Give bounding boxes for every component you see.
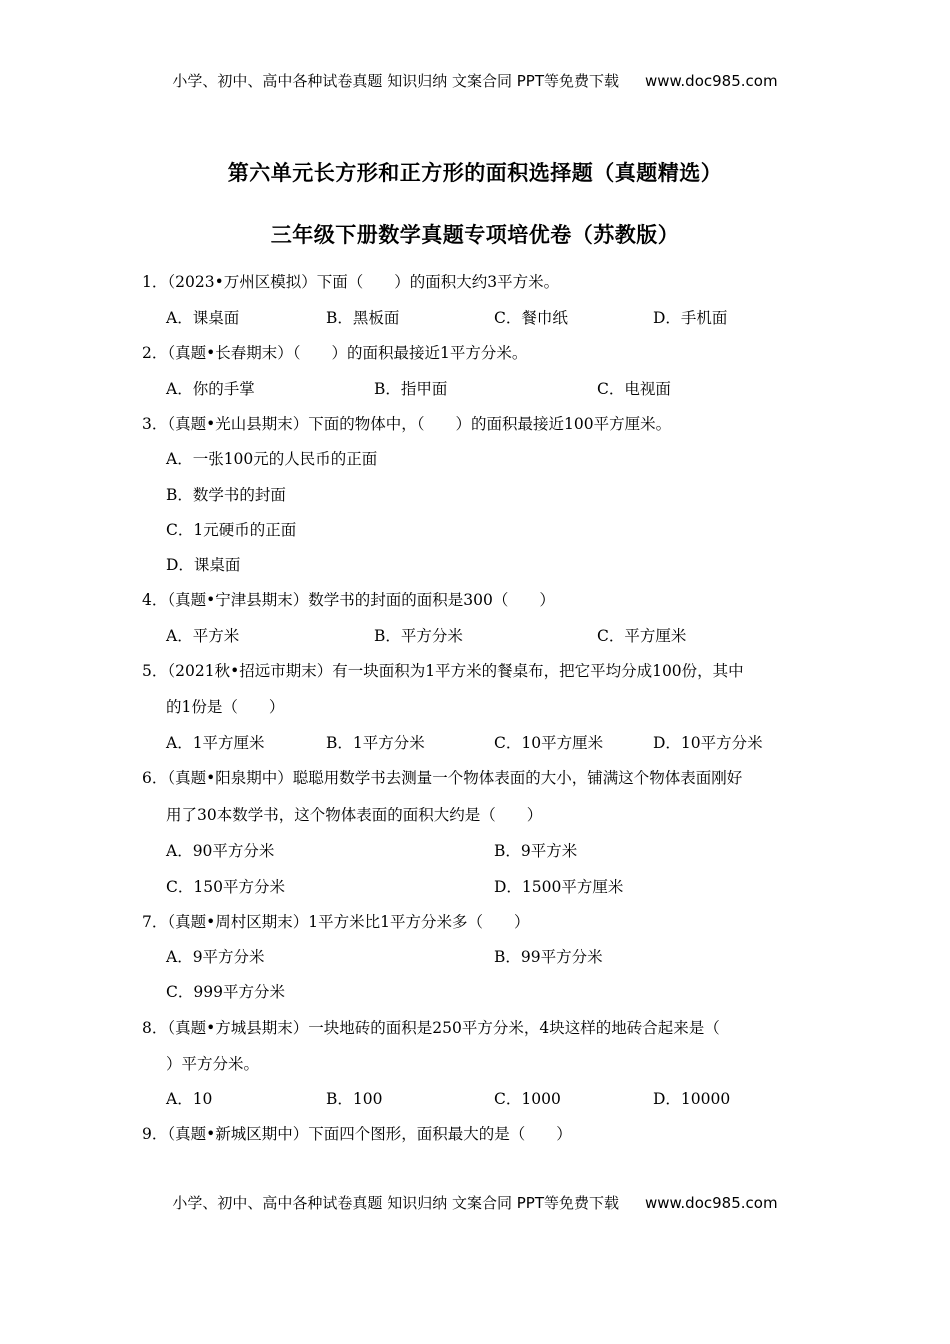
q3-option-d: D．课桌面 xyxy=(166,556,241,574)
header-site[interactable]: www.doc985.com xyxy=(644,72,778,90)
q2-option-c: C．电视面 xyxy=(597,380,671,398)
q1-option-b: B．黑板面 xyxy=(326,309,400,327)
q3-option-b: B．数学书的封面 xyxy=(166,486,286,504)
question-5-cont: 的1份是（ ） xyxy=(166,698,285,716)
q8-option-a: A．10 xyxy=(166,1090,213,1108)
q8-option-d: D．10000 xyxy=(653,1090,731,1108)
question-6-cont: 用了30本数学书，这个物体表面的面积大约是（ ） xyxy=(166,806,543,824)
question-3: 3．（真题•光山县期末）下面的物体中，（ ）的面积最接近100平方厘米。 xyxy=(142,415,672,433)
q4-option-b: B．平方分米 xyxy=(374,627,463,645)
q5-option-c: C．10平方厘米 xyxy=(494,734,604,752)
question-9: 9．（真题•新城区期中）下面四个图形，面积最大的是（ ） xyxy=(142,1125,572,1143)
question-7: 7．（真题•周村区期末）1平方米比1平方分米多（ ） xyxy=(142,913,530,931)
question-1: 1．（2023•万州区模拟）下面（ ）的面积大约3平方米。 xyxy=(142,273,560,291)
q1-option-c: C．餐巾纸 xyxy=(494,309,568,327)
document-title: 第六单元长方形和正方形的面积选择题（真题精选） xyxy=(227,161,723,185)
page-footer xyxy=(0,1192,950,1213)
q2-option-b: B．指甲面 xyxy=(374,380,448,398)
question-8: 8．（真题•方城县期末）一块地砖的面积是250平方分米，4块这样的地砖合起来是（ xyxy=(142,1019,720,1037)
q5-option-a: A．1平方厘米 xyxy=(166,734,265,752)
q6-option-a: A．90平方分米 xyxy=(166,842,275,860)
question-4: 4．（真题•宁津县期末）数学书的封面的面积是300（ ） xyxy=(142,591,555,609)
q7-option-a: A．9平方分米 xyxy=(166,948,265,966)
header-text: 小学、初中、高中各种试卷真题 知识归纳 文案合同 PPT等免费下载 xyxy=(172,72,619,90)
q2-option-a: A．你的手掌 xyxy=(166,380,255,398)
q6-option-d: D．1500平方厘米 xyxy=(494,878,624,896)
q1-option-a: A．课桌面 xyxy=(166,309,240,327)
q7-option-b: B．99平方分米 xyxy=(494,948,603,966)
q7-option-c: C．999平方分米 xyxy=(166,983,285,1001)
q5-option-b: B．1平方分米 xyxy=(326,734,425,752)
question-6: 6．（真题•阳泉期中）聪聪用数学书去测量一个物体表面的大小，铺满这个物体表面刚好 xyxy=(142,769,743,787)
q4-option-a: A．平方米 xyxy=(166,627,240,645)
q6-option-b: B．9平方米 xyxy=(494,842,578,860)
footer-site[interactable]: www.doc985.com xyxy=(644,1194,778,1212)
question-5: 5．（2021秋•招远市期末）有一块面积为1平方米的餐桌布，把它平均分成100份，其中 xyxy=(142,662,744,680)
document-subtitle: 三年级下册数学真题专项培优卷（苏教版） xyxy=(270,223,680,247)
question-2: 2．（真题•长春期末）（ ）的面积最接近1平方分米。 xyxy=(142,344,528,362)
q1-option-d: D．手机面 xyxy=(653,309,728,327)
q8-option-c: C．1000 xyxy=(494,1090,561,1108)
q3-option-c: C．1元硬币的正面 xyxy=(166,521,297,539)
q6-option-c: C．150平方分米 xyxy=(166,878,285,896)
q4-option-c: C．平方厘米 xyxy=(597,627,687,645)
q5-option-d: D．10平方分米 xyxy=(653,734,763,752)
page-header xyxy=(0,70,950,91)
footer-text: 小学、初中、高中各种试卷真题 知识归纳 文案合同 PPT等免费下载 xyxy=(172,1194,619,1212)
question-8-cont: ）平方分米。 xyxy=(166,1055,260,1073)
q8-option-b: B．100 xyxy=(326,1090,383,1108)
q3-option-a: A．一张100元的人民币的正面 xyxy=(166,450,378,468)
